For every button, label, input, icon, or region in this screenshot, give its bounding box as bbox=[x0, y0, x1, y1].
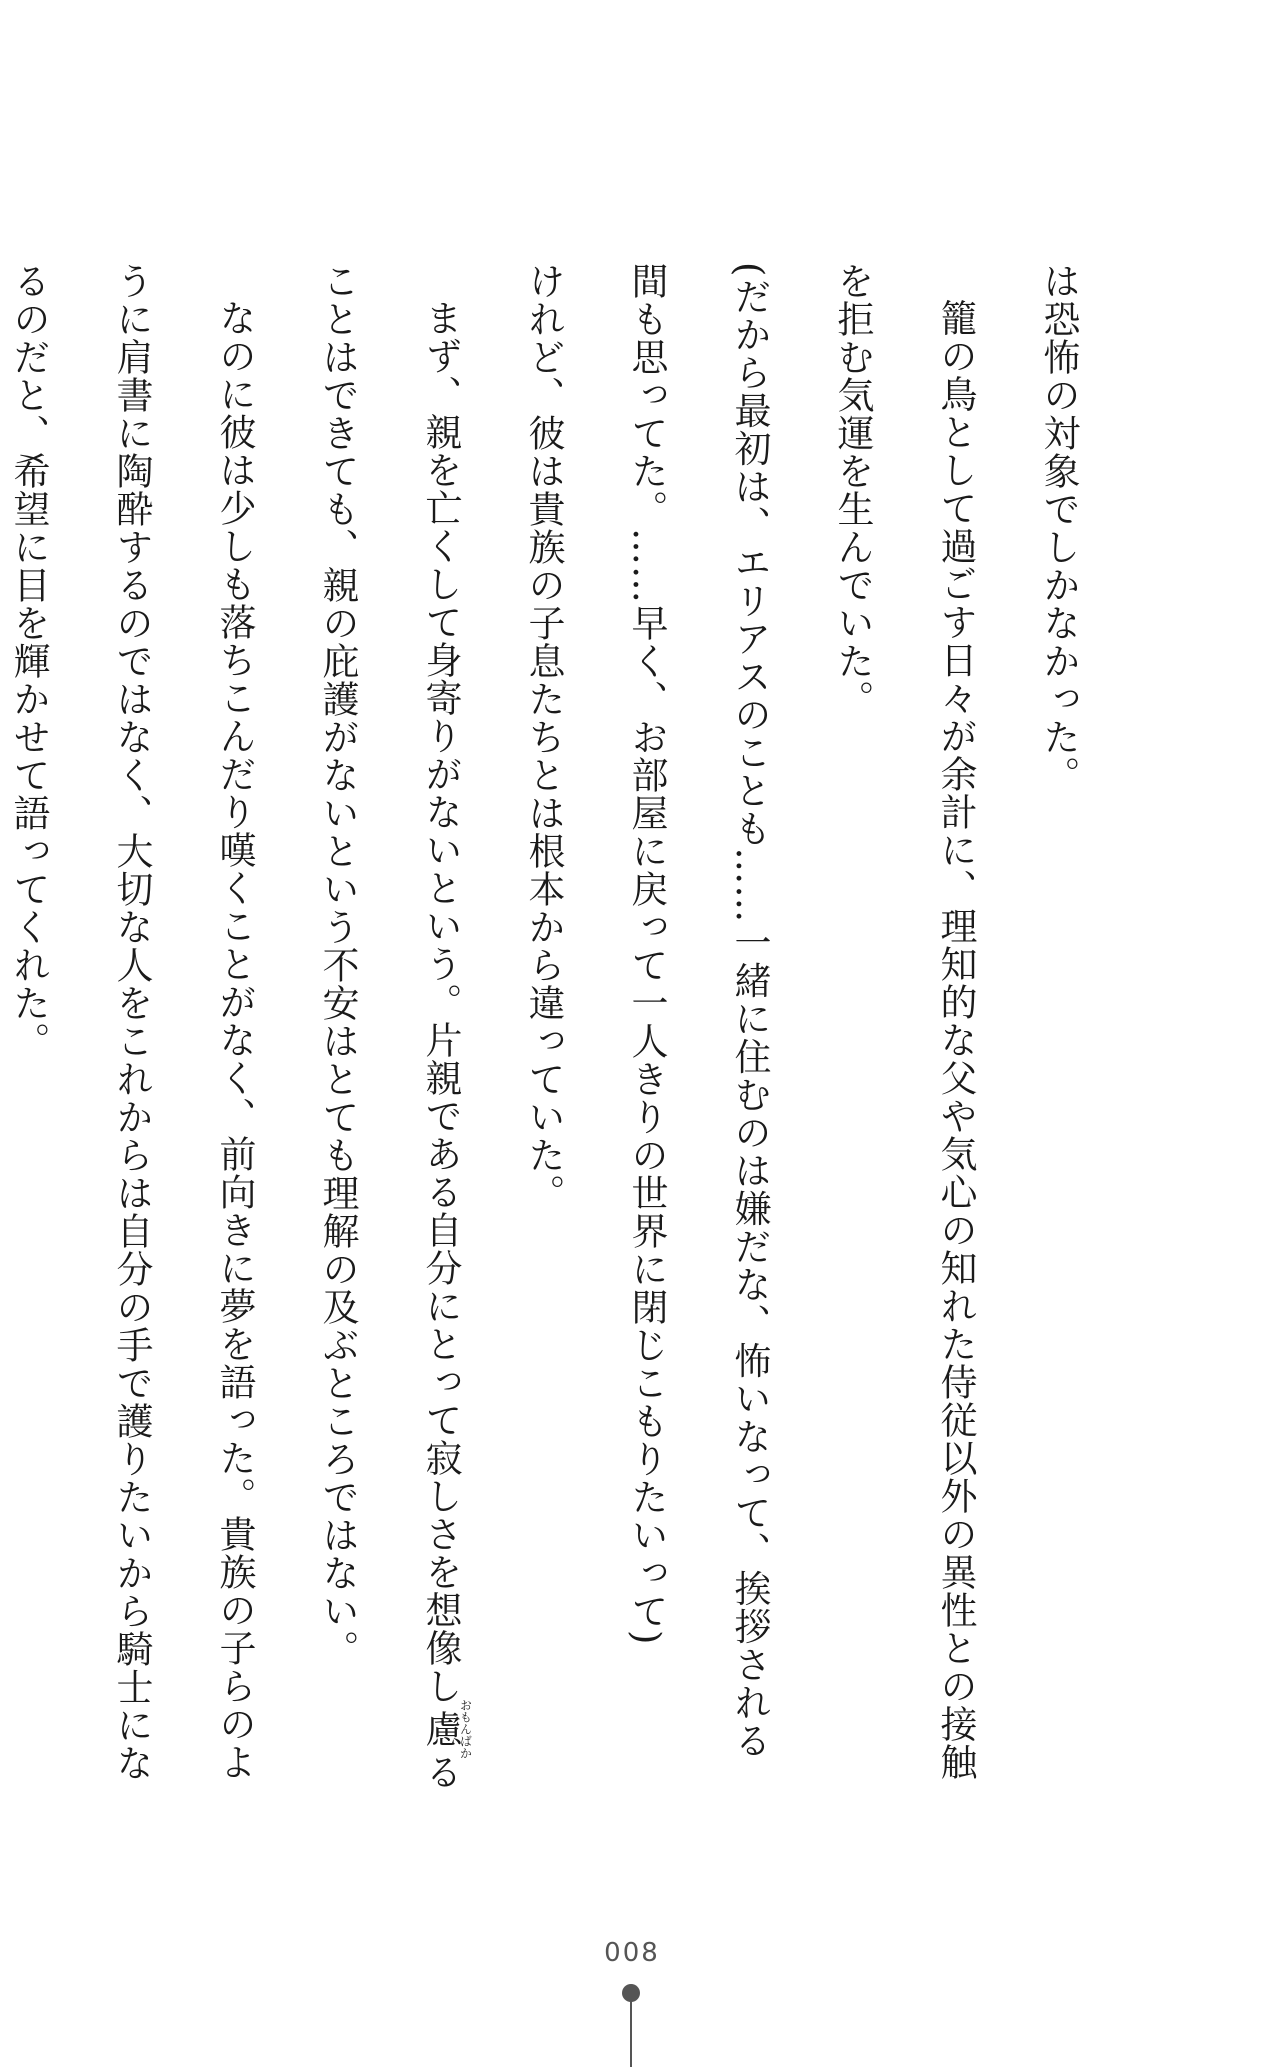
body-text bbox=[7, 262, 1110, 1791]
text-line: を拒む気運を生んでいた。 bbox=[831, 262, 874, 718]
text-line: 間も思ってた。……早く、お部屋に戻って一人きりの世界に閉じこもりたいって) bbox=[625, 262, 668, 1646]
ruby-reading: おもんばか bbox=[458, 1699, 473, 1759]
ruby-annotation bbox=[419, 1699, 473, 1759]
text-line: は恐怖の対象でしかなかった。 bbox=[1037, 262, 1080, 794]
ruby-base: 慮 bbox=[419, 1699, 462, 1759]
text-line: (だから最初は、エリアスのことも……一緒に住むのは嫌だな、怖いなって、挨拶される bbox=[728, 262, 771, 1760]
text-line: るのだと、希望に目を輝かせて語ってくれた。 bbox=[7, 262, 50, 1060]
text-line: けれど、彼は貴族の子息たちとは根本から違っていた。 bbox=[522, 262, 565, 1212]
text-line-with-ruby bbox=[389, 262, 492, 1791]
text-segment: まず、親を亡くして身寄りがないという。片親である自分にとって寂しさを想像し bbox=[419, 299, 462, 1705]
text-line: 籠の鳥として過ごす日々が余計に、理知的な父や気心の知れた侍従以外の異性との接触 bbox=[934, 299, 977, 1781]
bookmark-line bbox=[630, 2000, 632, 2067]
page-number: 008 bbox=[604, 1938, 660, 1968]
text-line: ことはできても、親の庇護がないという不安はとても理解の及ぶところではない。 bbox=[316, 262, 359, 1668]
text-line: なのに彼は少しも落ちこんだり嘆くことがなく、前向きに夢を語った。貴族の子らのよ bbox=[213, 299, 256, 1781]
text-line: うに肩書に陶酔するのではなく、大切な人をこれからは自分の手で護りたいから騎士にな bbox=[110, 262, 153, 1782]
text-segment: る bbox=[419, 1753, 462, 1791]
